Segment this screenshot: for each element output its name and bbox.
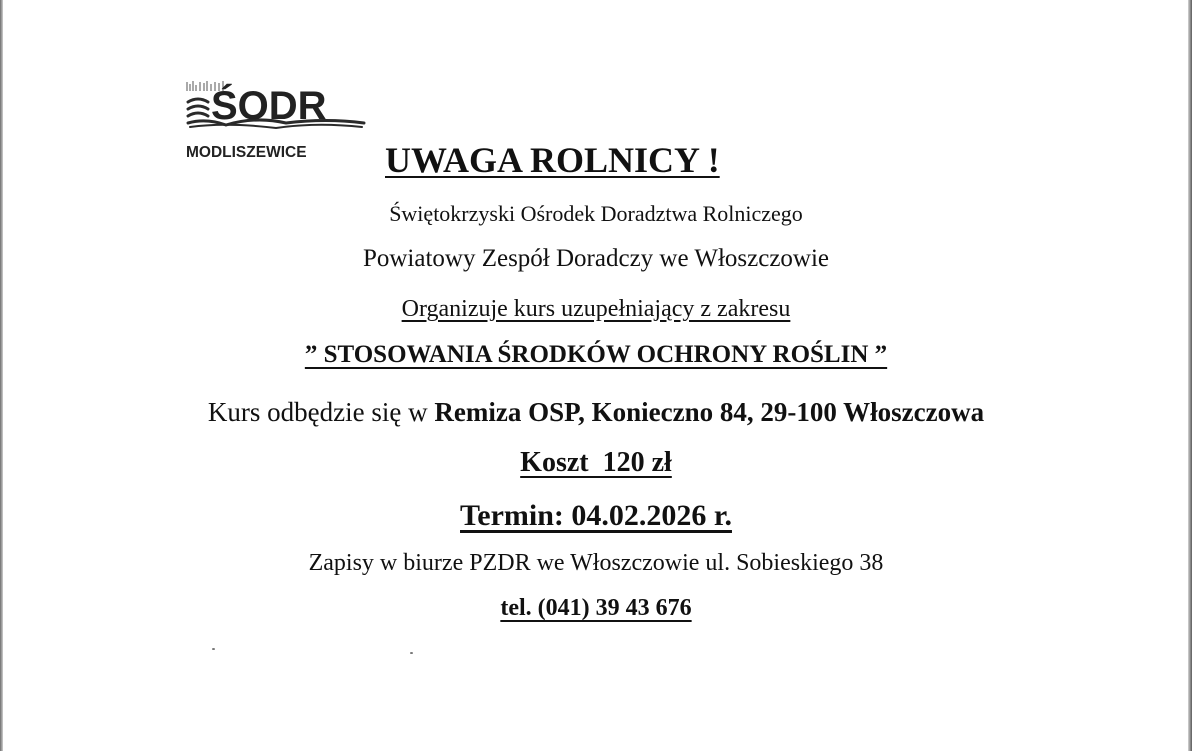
course-intro [0,294,1192,324]
scan-edge-right [1188,0,1192,751]
venue-prefix: Kurs odbędzie się w [207,397,435,427]
scan-speck [212,648,215,650]
venue-address: Remiza OSP, Konieczno 84, 29-100 Włoszczowa [434,397,985,427]
registration-info: Zapisy w biurze PZDR we Włoszczowie ul. Sobieskiego 38 [308,550,884,576]
course-title-text: ” STOSOWANIA ŚRODKÓW OCHRONY ROŚLIN ” [304,341,888,368]
page-title: UWAGA ROLNICY ! [385,140,720,180]
scan-speck [410,652,413,654]
logo-location: MODLISZEWICE [186,144,307,161]
phone-text: tel. (041) 39 43 676 [500,595,692,621]
course-title [0,339,1192,371]
phone-line [0,593,1192,623]
course-intro-text: Organizuje kurs uzupełniający z zakresu [401,296,791,322]
team-name: Powiatowy Zespół Doradczy we Włoszczowie [362,245,830,272]
cost-line [0,446,1192,480]
cost-text: Koszt 120 zł [520,447,672,478]
scan-edge-left [0,0,3,751]
date-line [0,498,1192,534]
logo-name: ŚODR [211,84,327,128]
institution-name: Świętokrzyski Ośrodek Doradztwa Rolniczego [389,201,803,226]
venue-line [0,395,1192,429]
sodr-logo [186,80,368,166]
date-text: Termin: 04.02.2026 r. [460,499,732,532]
